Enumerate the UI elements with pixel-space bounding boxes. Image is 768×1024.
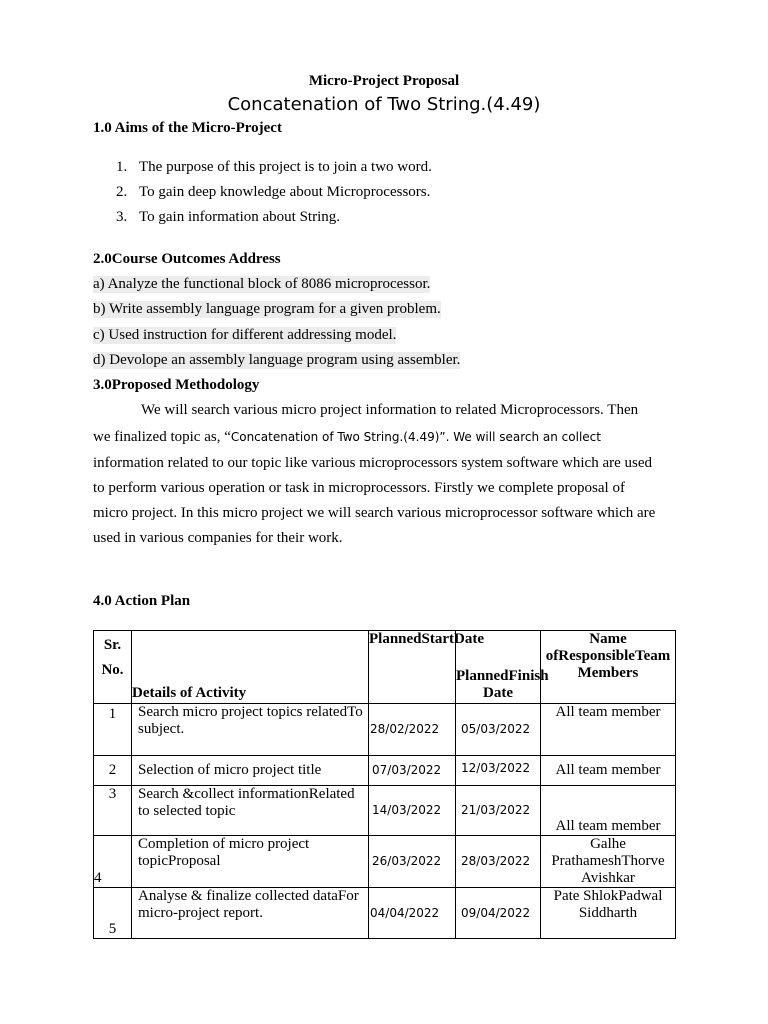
row-details: Selection of micro project title (132, 756, 369, 786)
aim-number: 1. (116, 159, 128, 175)
row-members: All team member (541, 786, 676, 836)
row-details: Search micro project topics relatedTo subject. (132, 704, 369, 756)
row-members: All team member (541, 756, 676, 786)
outcome-item: c) Used instruction for different addressing model. (93, 327, 397, 343)
column-header-sr: Sr. No. (94, 631, 132, 704)
aim-number: 3. (116, 209, 128, 225)
row-details: Analyse & finalize collected dataFor micro-project report. (132, 888, 369, 939)
methodology-line (93, 429, 601, 446)
section-heading-action-plan: 4.0 Action Plan (93, 593, 191, 609)
row-finish-date: 09/04/2022 (456, 888, 541, 939)
row-start-date: 26/03/2022 (369, 836, 456, 888)
section-heading-outcomes: 2.0Course Outcomes Address (93, 251, 281, 267)
row-sr: 2 (94, 756, 132, 786)
row-finish-date: 12/03/2022 (456, 756, 541, 786)
row-sr: 1 (94, 704, 132, 756)
row-finish-date: 28/03/2022 (456, 836, 541, 888)
methodology-text: ”. We will search an collect (439, 430, 601, 444)
outcome-item: b) Write assembly language program for a given problem. (93, 301, 441, 317)
action-plan-table (93, 630, 676, 939)
row-finish-date: 21/03/2022 (456, 786, 541, 836)
table-row (94, 888, 676, 939)
outcome-item: a) Analyze the functional block of 8086 microprocessor. (93, 276, 431, 292)
topic-name: Concatenation of Two String.(4.49) (230, 430, 440, 444)
column-header-details: Details of Activity (132, 631, 369, 704)
column-header-finish-date: PlannedFinish Date (456, 631, 541, 704)
aim-number: 2. (116, 184, 128, 200)
table-row (94, 836, 676, 888)
row-start-date: 04/04/2022 (369, 888, 456, 939)
row-sr: 4 (94, 836, 132, 888)
row-sr: 3 (94, 786, 132, 836)
row-details: Completion of micro project topicProposal (132, 836, 369, 888)
column-header-start-date: PlannedStartDate (369, 631, 456, 704)
row-sr: 5 (94, 888, 132, 939)
section-heading-methodology: 3.0Proposed Methodology (93, 377, 260, 393)
methodology-line: micro project. In this micro project we will search various microprocessor software which are (93, 505, 656, 521)
methodology-line: information related to our topic like various microprocessors system software which are used (93, 455, 653, 471)
section-heading-aims: 1.0 Aims of the Micro-Project (93, 120, 282, 136)
aim-item: To gain information about String. (139, 209, 341, 225)
row-members: All team member (541, 704, 676, 756)
aim-item: To gain deep knowledge about Microprocessors. (139, 184, 431, 200)
row-members: Pate ShlokPadwal Siddharth (541, 888, 676, 939)
outcome-item: d) Devolope an assembly language program using assembler. (93, 352, 461, 368)
methodology-text: we finalized topic as, “ (93, 429, 231, 445)
methodology-line: We will search various micro project information to related Microprocessors. Then (141, 402, 639, 418)
document-subtitle: Concatenation of Two String.(4.49) (227, 94, 541, 115)
row-details: Search &collect informationRelated to selected topic (132, 786, 369, 836)
table-row (94, 704, 676, 756)
table-row (94, 756, 676, 786)
row-start-date: 28/02/2022 (369, 704, 456, 756)
column-header-members: Name ofResponsibleTeam Members (541, 631, 676, 704)
methodology-line: to perform various operation or task in microprocessors. Firstly we complete proposal of (93, 480, 625, 496)
row-finish-date: 05/03/2022 (456, 704, 541, 756)
row-start-date: 14/03/2022 (369, 786, 456, 836)
row-members: Galhe PrathameshThorve Avishkar (541, 836, 676, 888)
document-title: Micro-Project Proposal (308, 73, 460, 89)
aim-item: The purpose of this project is to join a two word. (139, 159, 432, 175)
table-header-row (94, 631, 676, 704)
methodology-line: used in various companies for their work. (93, 530, 343, 546)
table-row (94, 786, 676, 836)
row-start-date: 07/03/2022 (369, 756, 456, 786)
